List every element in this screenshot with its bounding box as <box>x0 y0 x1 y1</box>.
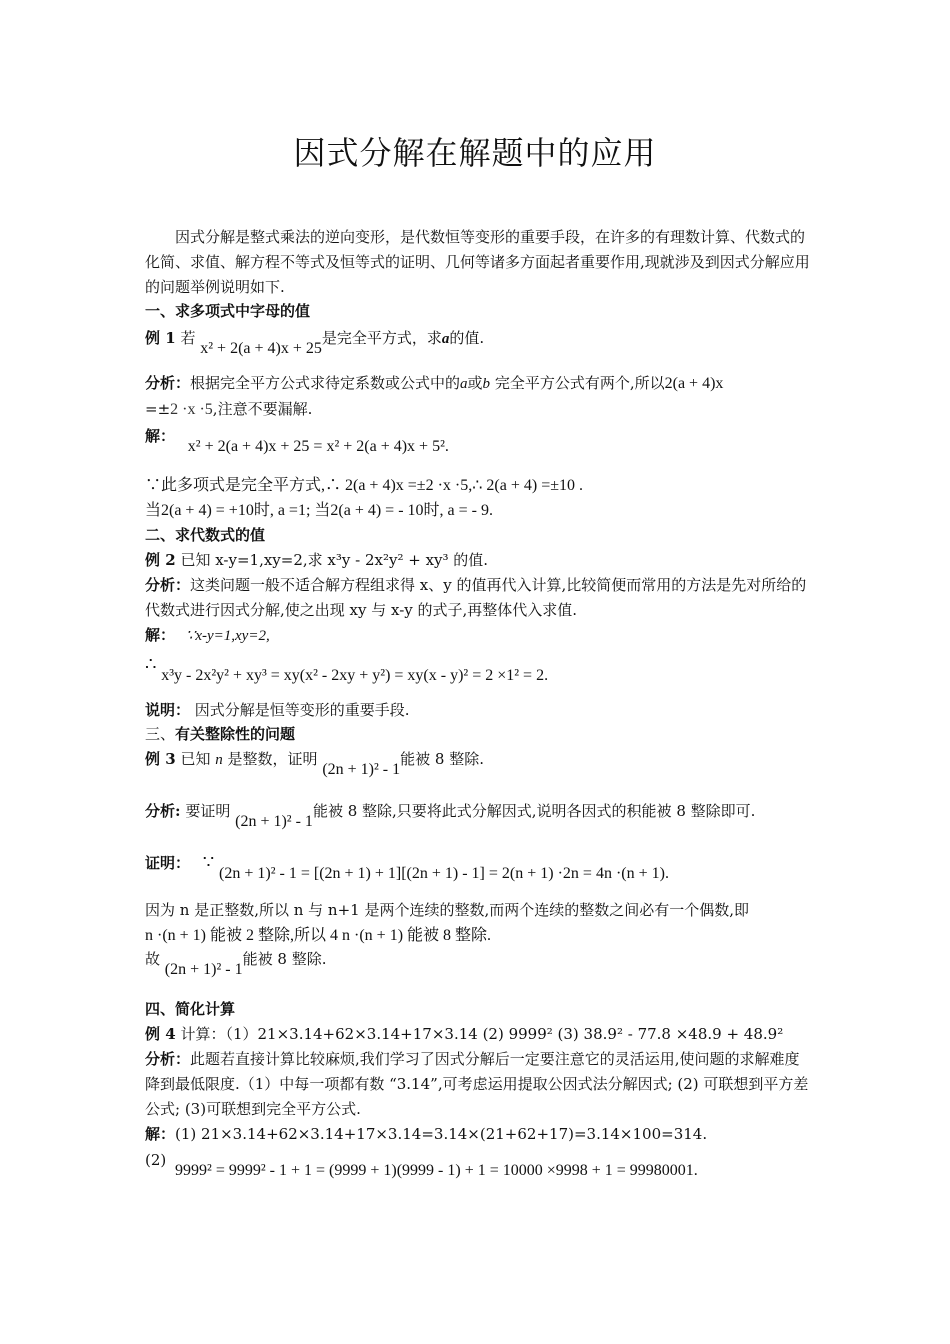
analysis-expr: 2(a + 4)x <box>664 375 724 392</box>
example-4-label: 例 4 <box>145 1025 176 1043</box>
section-heading-2: 二、求代数式的值 <box>145 526 266 544</box>
example-3-mid: 是整数，证明 <box>227 750 318 768</box>
example-3-analysis-expr: (2n + 1)² - 1 <box>235 813 313 830</box>
proof-expression: (2n + 1)² - 1 = [(2n + 1) + 1][(2n + 1) - 1] = 2(n + 1) ·2n = 4n ·(n + 1). <box>219 865 669 882</box>
example-3-analysis <box>145 799 810 830</box>
example-2-analysis <box>145 573 810 623</box>
analysis-end: ,注意不要漏解. <box>212 400 313 418</box>
solution-expression: x² + 2(a + 4)x + 25 = x² + 2(a + 4)x + 5². <box>187 438 449 455</box>
reason-line-2: n ·(n + 1) 能被 2 整除,所以 4 n ·(n + 1) 能被 8 整除. <box>145 927 492 944</box>
conclusion-expr: (2n + 1)² - 1 <box>164 961 243 978</box>
explain-label: 说明： <box>145 701 191 719</box>
example-1-label: 例 1 <box>145 329 176 347</box>
example-1-because-line: ∵此多项式是完全平方式,∴ 2(a + 4)x =±2 ·x ·5,∴ 2(a + 4) =±10 . <box>145 477 584 494</box>
example-3-statement <box>145 747 810 778</box>
example-2-solution-expr <box>145 652 810 684</box>
example-4-solution-2 <box>145 1148 810 1179</box>
example-1-end: 的值. <box>449 329 485 347</box>
example-2-text: 已知 x-y=1,xy=2,求 x³y - 2x²y² + xy³ 的值. <box>180 551 489 569</box>
example-1-solution <box>145 424 810 455</box>
solution-1-text: (1) 21×3.14+62×3.14+17×3.14=3.14×(21+62+17)=3.14×100=314. <box>175 1125 708 1143</box>
analysis-expr-2: 2 ·x ·5 <box>170 401 213 418</box>
analysis-eq: =± <box>145 400 171 418</box>
example-2-analysis-text: 这类问题一般不适合解方程组求得 x、y 的值再代入计算,比较简便而常用的方法是先对所给的代数式进行因式分解,使之出现 xy 与 x-y 的式子,再整体代入求值. <box>145 576 807 619</box>
analysis-label: 分析： <box>145 1050 191 1068</box>
example-2-solution-given <box>145 623 810 649</box>
solution-label: 解： <box>145 1125 176 1143</box>
example-1-var: a <box>441 331 450 347</box>
example-3-pre: 已知 <box>180 750 211 768</box>
example-1-statement <box>145 326 810 357</box>
explain-text: 因式分解是恒等变形的重要手段. <box>194 701 410 719</box>
analysis-label: 分析： <box>145 374 191 392</box>
section-heading-3 <box>145 722 810 747</box>
because-symbol: ∵ <box>202 852 215 873</box>
example-4-statement <box>145 1022 810 1047</box>
conclusion-pre: 故 <box>145 950 161 968</box>
example-3-post: 能被 8 整除. <box>400 750 484 768</box>
analysis-label: 分析： <box>145 576 191 594</box>
example-4-text: 计算：（1）21×3.14+62×3.14+17×3.14 (2) 9999² (3) 38.9² - 77.8 ×48.9 + 48.9² <box>180 1025 784 1043</box>
analysis-text-a: 根据完全平方公式求待定系数或公式中的 <box>190 374 461 392</box>
document-title: 因式分解在解题中的应用 <box>293 134 657 172</box>
example-3-conclusion <box>145 947 810 978</box>
solution-label: 解： <box>145 626 176 644</box>
analysis-label: 分析: <box>145 802 181 820</box>
example-1-pre: 若 <box>180 329 196 347</box>
intro-paragraph: 因式分解是整式乘法的逆向变形，是代数恒等变形的重要手段，在许多的有理数计算、代数式的化简、求值、解方程不等式及恒等式的证明、几何等诸多方面起者重要作用,现就涉及到因式分解应用的问题举例说明如下. <box>145 228 810 296</box>
example-3-analysis-pre: 要证明 <box>185 802 231 820</box>
solution-2-label: (2) <box>145 1151 167 1169</box>
example-4-analysis-text: 此题若直接计算比较麻烦,我们学习了因式分解后一定要注意它的灵活运用,使问题的求解难度降到最低限度.（1）中每一项都有数 “3.14”,可考虑运用提取公因式法分解因式; (2) 可联想到平方差公式; (3)可联想到完全平方公式. <box>145 1050 809 1118</box>
example-2-explain <box>145 698 810 723</box>
section-heading-4: 四、简化计算 <box>145 1000 236 1018</box>
example-2-statement <box>145 548 810 573</box>
example-4-analysis <box>145 1047 810 1122</box>
example-2-expression: x³y - 2x²y² + xy³ = xy(x² - 2xy + y²) = xy(x - y)² = 2 ×1² = 2. <box>161 667 549 684</box>
solution-label: 解： <box>145 427 176 445</box>
example-1-expression: x² + 2(a + 4)x + 25 <box>200 340 322 357</box>
example-4-solution-1 <box>145 1122 810 1147</box>
reason-line-1: 因为 n 是正整数,所以 n 与 n+1 是两个连续的整数,而两个连续的整数之间必有一个偶数,即 <box>145 901 750 919</box>
example-3-analysis-post: 能被 8 整除,只要将此式分解因式,说明各因式的积能被 8 整除即可. <box>312 802 756 820</box>
example-3-proof <box>145 850 810 882</box>
example-3-label: 例 3 <box>145 750 176 768</box>
proof-label: 证明： <box>145 854 191 872</box>
section-3-prefix: 三、 <box>145 725 176 743</box>
example-2-label: 例 2 <box>145 551 176 569</box>
example-3-expression: (2n + 1)² - 1 <box>322 761 401 778</box>
section-heading-1: 一、求多项式中字母的值 <box>145 302 311 320</box>
therefore-symbol: ∴ <box>145 654 157 675</box>
solution-2-expression: 9999² = 9999² - 1 + 1 = (9999 + 1)(9999 - 1) + 1 = 10000 ×9998 + 1 = 99980001. <box>175 1162 698 1179</box>
analysis-var-b: b <box>482 376 491 392</box>
analysis-or: 或 <box>467 374 483 392</box>
example-3-var: n <box>215 752 223 768</box>
analysis-text-b: 完全平方公式有两个,所以 <box>494 374 665 392</box>
given-values: ∵x-y=1,xy=2, <box>185 628 270 644</box>
section-3-title: 有关整除性的问题 <box>175 725 296 743</box>
example-3-reason <box>145 898 810 948</box>
analysis-var-a: a <box>460 376 468 392</box>
conclusion-post: 能被 8 整除. <box>242 950 327 968</box>
example-1-analysis <box>145 371 810 422</box>
example-1-post: 是完全平方式，求 <box>321 329 442 347</box>
example-1-when-line: 当2(a + 4) = +10时, a =1; 当2(a + 4) = - 10时, a = - 9. <box>145 502 493 519</box>
